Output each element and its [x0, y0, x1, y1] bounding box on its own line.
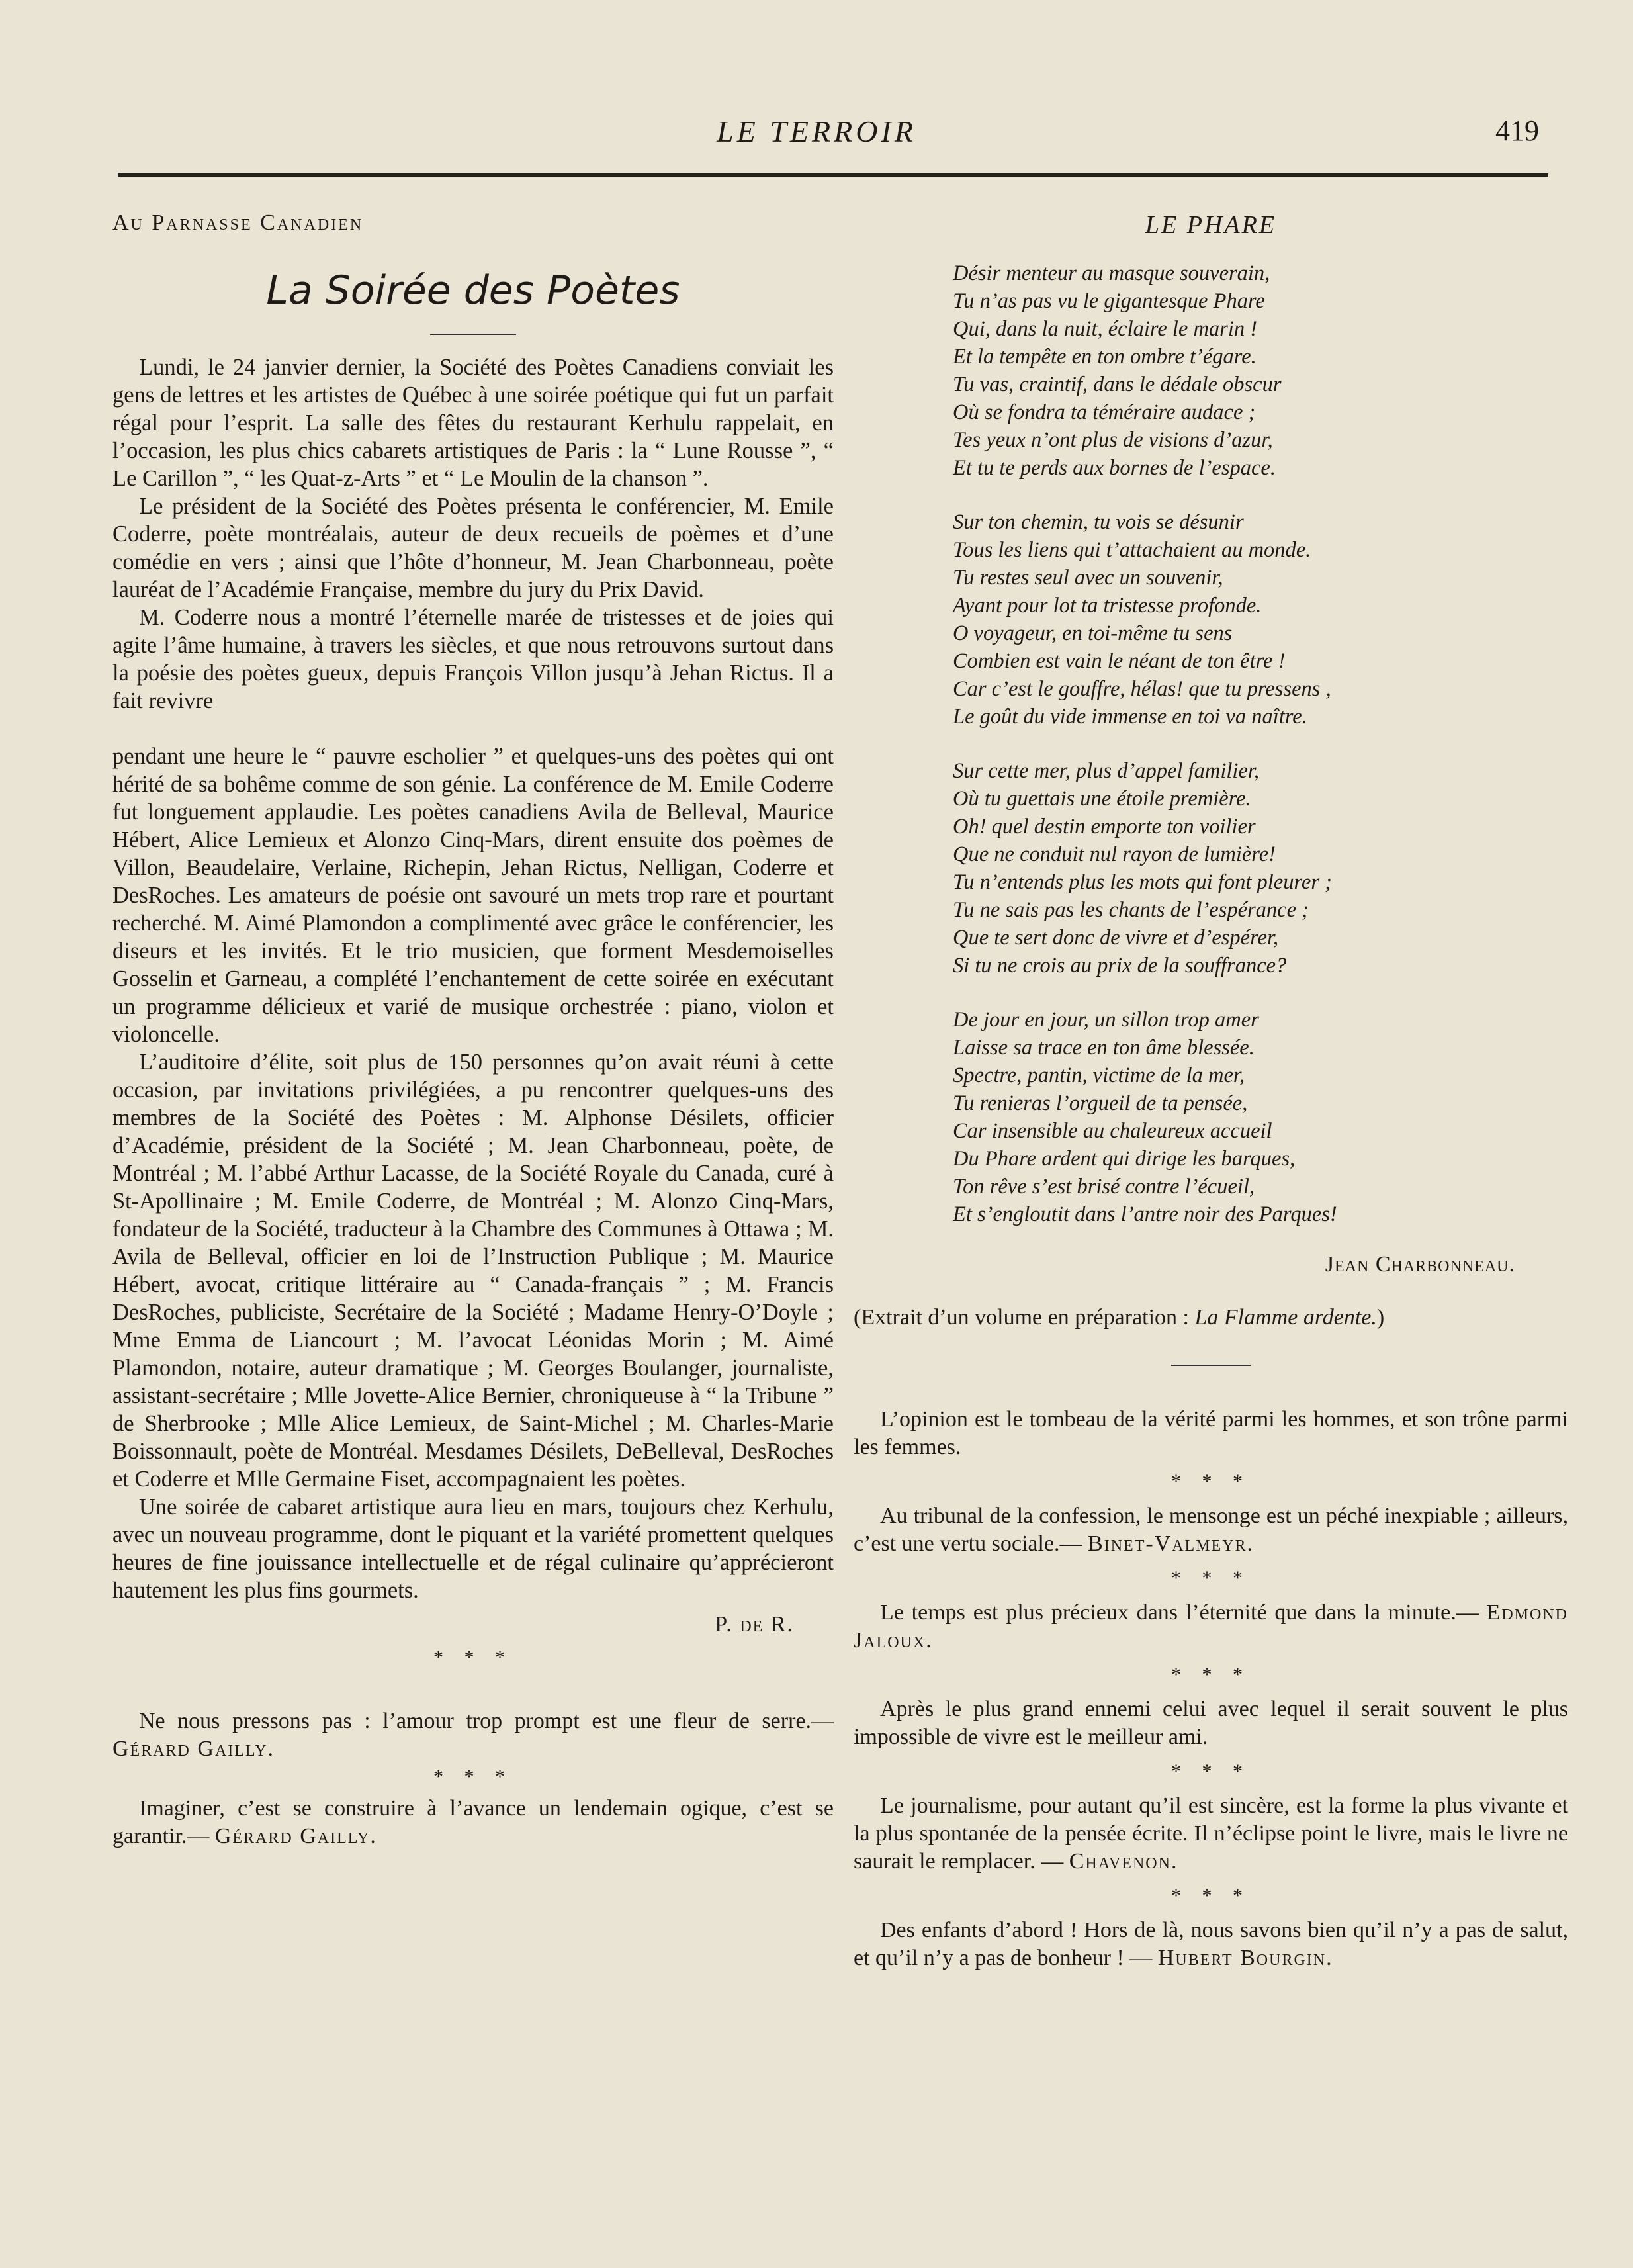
- separator-stars: * * *: [1171, 1567, 1251, 1589]
- article-paragraph: Le président de la Société des Poètes présenta le conférencier, M. Emile Coderre, poète montréalais, auteur de deux recueils de poèmes et d’une comédie en vers ; ainsi que l’hôte d’honneur, M. Jean Charbonneau, poète lauréat de l’Académie Française, membre du jury du Prix David.: [112, 494, 834, 602]
- maxim: Le temps est plus précieux dans l’éternité que dans la minute.— Edmond Jaloux.: [854, 1600, 1568, 1653]
- article-title: La Soirée des Poètes: [266, 267, 680, 314]
- article-paragraph: Lundi, le 24 janvier dernier, la Société des Poètes Canadiens conviait les gens de lettres et les artistes de Québec à une soirée poétique qui fut un parfait régal pour l’esprit. La salle des fêtes du restaurant Kerhulu rappelait, en l’occasion, les plus chics cabarets artistiques de Paris : la “ Lune Rousse ”, “ Le Carillon ”, “ les Quat-z-Arts ” et “ Le Moulin de la chanson ”.: [112, 355, 834, 491]
- maxim-author: Edmond Jaloux.: [854, 1600, 1568, 1653]
- article-paragraph: L’auditoire d’élite, soit plus de 150 personnes qu’on avait réuni à cette occasion, par invitations privilégiées, a pu rencontrer quelques-uns des membres de la Société des Poètes : M. Alphonse Désilets, officier d’Académie, président de la Société ; M. Jean Charbonneau, poète, de Montréal ; M. l’abbé Arthur Lacasse, de la Société Royale du Canada, curé à St-Apollinaire ; M. Emile Coderre, de Montréal ; M. Alonzo Cinq-Mars, fondateur de la Société, traducteur à la Chambre des Communes à Ottawa ; M. Avila de Belleval, officier en loi de l’Instruction Publique ; M. Maurice Hébert, avocat, critique littéraire au “ Canada-français ” ; M. Francis DesRoches, publiciste, Secrétaire de la Société ; Madame Henry-O’Doyle ; Mme Emma de Liancourt ; M. l’avocat Léonidas Morin ; M. Aimé Plamondon, notaire, auteur dramatique ; M. Georges Boulanger, journaliste, assistant-secrétaire ; Mlle Jovette-Alice Bernier, chroniqueuse à “ la Tribune ” de Sherbrooke ; Mlle Alice Lemieux, de Saint-Michel ; M. Charles-Marie Boissonnault, poète de Montréal. Mesdames Désilets, DeBelleval, DesRoches et Coderre et Mlle Germaine Fiset, accompagnaient les poètes.: [112, 1050, 834, 1492]
- maxim: Ne nous pressons pas : l’amour trop prompt est une fleur de serre.— Gérard Gailly.: [112, 1709, 834, 1761]
- maxim: Après le plus grand ennemi celui avec lequel il serait souvent le plus impossible de vivre est le meilleur ami.: [854, 1697, 1568, 1749]
- maxim: Le journalisme, pour autant qu’il est sincère, est la forme la plus vivante et la plus spontanée de la pensée écrite. Il n’éclipse point le livre, mais le livre ne saurait le remplacer. — Chavenon.: [854, 1793, 1568, 1874]
- article-paragraph: pendant une heure le “ pauvre escholier ” et quelques-uns des poètes qui ont hérité de sa bohême comme de son génie. La conférence de M. Emile Coderre fut longuement applaudie. Les poètes canadiens Avila de Belleval, Maurice Hébert, Alice Lemieux et Alonzo Cinq-Mars, dirent ensuite dos poèmes de Villon, Beaudelaire, Verlaine, Richepin, Jehan Rictus, Nelligan, Coderre et DesRoches. Les amateurs de poésie ont savouré un mets trop rare et pourtant recherché. M. Aimé Plamondon a complimenté avec grâce le conférencier, les diseurs et les invités. Et le trio musicien, que forment Mesdemoiselles Gosselin et Garneau, a complété l’enchantement de cette soirée en exécutant un programme délicieux et varié de musique orchestrée : piano, violon et violoncelle.: [112, 744, 834, 1047]
- poem-title: LE PHARE: [1145, 211, 1277, 239]
- separator-stars: * * *: [433, 1766, 513, 1788]
- separator-stars: * * *: [1171, 1885, 1251, 1907]
- maxim: L’opinion est le tombeau de la vérité parmi les hommes, et son trône parmi les femmes.: [854, 1407, 1568, 1459]
- poem-author: Jean Charbonneau.: [1325, 1252, 1515, 1277]
- maxim-author: Gérard Gailly.: [214, 1824, 377, 1848]
- article-signature: P. de R.: [715, 1612, 794, 1637]
- maxim-author: Binet-Valmeyr.: [1088, 1531, 1255, 1556]
- poem-stanza: De jour en jour, un sillon trop amer Laisse sa trace en ton âme blessée. Spectre, pantin, victime de la mer, Tu renieras l’orgueil de ta pensée, Car insensible au chaleureux accueil Du Phare ardent qui dirige les barques, Ton rêve s’est brisé contre l’écueil, Et s’engloutit dans l’antre noir des Parques!: [953, 1008, 1337, 1226]
- maxim-author: Gérard Gailly.: [112, 1737, 275, 1761]
- maxim: Des enfants d’abord ! Hors de là, nous savons bien qu’il n’y a pas de salut, et qu’il n’y a pas de bonheur ! — Hubert Bourgin.: [854, 1918, 1568, 1970]
- title-rule: [430, 334, 516, 335]
- section-rule: [1171, 1365, 1251, 1366]
- article-paragraph: Une soirée de cabaret artistique aura lieu en mars, toujours chez Kerhulu, avec un nouveau programme, dont le piquant et la variété promettent quelques heures de fine jouissance intellectuelle et de régal culinaire qu’apprécieront hautement les plus fins gourmets.: [112, 1494, 834, 1603]
- right-column: [854, 205, 1568, 1972]
- page-number: 419: [1495, 114, 1539, 147]
- poem-stanza: Sur ton chemin, tu vois se désunir Tous les liens qui t’attachaient au monde. Tu restes seul avec un souvenir, Ayant pour lot ta tristesse profonde. O voyageur, en toi-même tu sens Combien est vain le néant de ton être ! Car c’est le gouffre, hélas! que tu pressens , Le goût du vide immense en toi va naître.: [953, 510, 1331, 729]
- maxim-author: Hubert Bourgin.: [1157, 1946, 1333, 1970]
- poem-stanza: Désir menteur au masque souverain, Tu n’as pas vu le gigantesque Phare Qui, dans la nuit, éclaire le marin ! Et la tempête en ton ombre t’égare. Tu vas, craintif, dans le dédale obscur Où se fondra ta téméraire audace ; Tes yeux n’ont plus de visions d’azur, Et tu te perds aux bornes de l’espace.: [953, 261, 1282, 480]
- poem-source-note: (Extrait d’un volume en préparation : La Flamme ardente.): [854, 1305, 1385, 1330]
- left-column: [112, 205, 834, 1850]
- separator-stars: * * *: [1171, 1471, 1251, 1492]
- poem-stanza: Sur cette mer, plus d’appel familier, Où tu guettais une étoile première. Oh! quel destin emporte ton voilier Que ne conduit nul rayon de lumière! Tu n’entends plus les mots qui font pleurer ; Tu ne sais pas les chants de l’espérance ; Que te sert donc de vivre et d’espérer, Si tu ne crois au prix de la souffrance?: [953, 759, 1332, 977]
- section-kicker: Au Parnasse Canadien: [112, 210, 364, 235]
- article-paragraph: M. Coderre nous a montré l’éternelle marée de tristesses et de joies qui agite l’âme humaine, à travers les siècles, et que nous retrouvons surtout dans la poésie des poètes gueux, depuis François Villon jusqu’à Jehan Rictus. Il a fait revivre: [112, 605, 834, 713]
- separator-stars: * * *: [1171, 1760, 1251, 1782]
- maxim-author: Chavenon.: [1069, 1849, 1178, 1874]
- separator-stars: * * *: [433, 1647, 513, 1668]
- separator-stars: * * *: [1171, 1664, 1251, 1686]
- maxim: Au tribunal de la confession, le mensonge est un péché inexpiable ; ailleurs, c’est une vertu sociale.— Binet-Valmeyr.: [854, 1504, 1568, 1556]
- running-header-title: LE TERROIR: [717, 114, 916, 148]
- maxim: Imaginer, c’est se construire à l’avance un lendemain ogique, c’est se garantir.— Gérard Gailly.: [112, 1796, 834, 1848]
- header-rule: [118, 173, 1548, 177]
